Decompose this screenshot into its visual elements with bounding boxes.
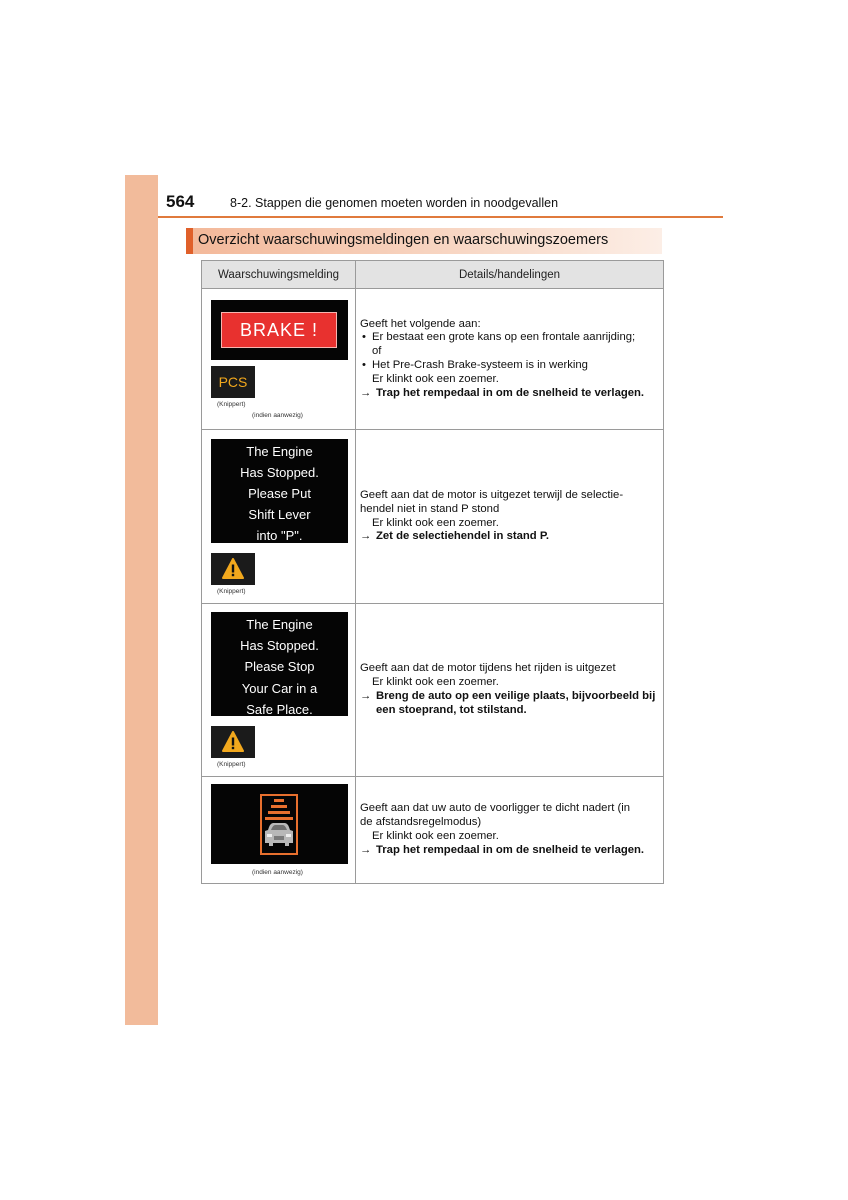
section-heading	[186, 228, 662, 254]
warning-table	[201, 260, 664, 884]
details-cell	[356, 430, 664, 604]
bullet-item: • Er bestaat een grote kans op een frontale aanrijding;	[362, 331, 636, 344]
intro-text: Geeft het volgende aan:	[360, 317, 481, 330]
table-row	[202, 430, 664, 604]
column-header-message: Waarschuwingsmelding	[202, 261, 356, 289]
header-rule	[158, 216, 723, 218]
display-line: into "P".	[256, 528, 303, 544]
table-row	[202, 777, 664, 884]
section-accent	[186, 228, 193, 254]
display-line: Your Car in a	[241, 680, 318, 696]
engine-stopped-display	[211, 439, 348, 543]
description-text: Geeft aan dat de motor is uitgezet terwijl de selectie-	[360, 488, 624, 501]
display-line: Has Stopped.	[240, 464, 319, 480]
display-line: Please Put	[248, 485, 311, 501]
description-text: Geeft aan dat de motor tijdens het rijden is uitgezet	[360, 662, 616, 675]
brake-display	[211, 300, 348, 360]
display-line: The Engine	[246, 617, 313, 632]
action-text: → Breng de auto op een veilige plaats, bijvoorbeeld bij	[360, 690, 656, 702]
page-number: 564	[166, 192, 195, 211]
action-text: → Zet de selectiehendel in stand P.	[360, 530, 550, 543]
bullet-item: • Het Pre-Crash Brake-systeem is in werking	[362, 359, 588, 371]
table-row	[202, 289, 664, 430]
buzzer-text: Er klinkt ook een zoemer.	[372, 830, 499, 842]
vehicle-approach-icon	[260, 794, 298, 855]
message-cell	[202, 604, 356, 777]
section-title: Overzicht waarschuwingsmeldingen en waarschuwingszoemers	[198, 232, 609, 248]
brake-warning: BRAKE !	[221, 312, 337, 348]
message-cell	[202, 289, 356, 430]
chapter-title: 8-2. Stappen die genomen moeten worden in noodgevallen	[230, 196, 559, 210]
availability-label: (indien aanwezig)	[252, 869, 303, 876]
action-text: → Trap het rempedaal in om de snelheid te verlagen.	[360, 843, 645, 856]
table-row	[202, 604, 664, 777]
display-line: Shift Lever	[248, 507, 311, 523]
column-header-details: Details/handelingen	[356, 261, 664, 289]
description-text: Geeft aan dat uw auto de voorligger te dicht nadert (in	[360, 802, 631, 815]
warning-triangle-icon	[211, 553, 255, 585]
flashing-label: (Knippert)	[217, 587, 246, 595]
message-cell	[202, 777, 356, 884]
warning-triangle-icon	[211, 726, 255, 758]
display-line: Has Stopped.	[240, 638, 319, 654]
description-text: de afstandsregelmodus)	[360, 816, 482, 829]
pcs-indicator: PCS	[211, 366, 255, 398]
flashing-label: (Knippert)	[217, 400, 246, 408]
vehicle-approach-display	[211, 784, 348, 864]
buzzer-text: Er klinkt ook een zoemer.	[372, 516, 499, 529]
engine-stopped-display	[211, 612, 348, 716]
display-line: Please Stop	[244, 659, 315, 675]
details-cell	[356, 289, 664, 430]
buzzer-text: Er klinkt ook een zoemer.	[372, 676, 499, 689]
details-cell	[356, 777, 664, 884]
availability-label: (indien aanwezig)	[252, 411, 303, 419]
message-cell	[202, 430, 356, 604]
side-tab	[125, 175, 158, 1025]
display-line: The Engine	[246, 443, 313, 459]
display-line: Safe Place.	[246, 701, 313, 717]
action-continuation: een stoeprand, tot stilstand.	[376, 703, 527, 716]
buzzer-text: Er klinkt ook een zoemer.	[372, 372, 499, 385]
table-header-row	[202, 261, 664, 289]
description-text: hendel niet in stand P stond	[360, 502, 500, 515]
details-cell	[356, 604, 664, 777]
bullet-continuation: of	[372, 345, 382, 358]
flashing-label: (Knippert)	[217, 761, 246, 768]
action-text: → Trap het rempedaal in om de snelheid te verlagen.	[360, 386, 645, 399]
